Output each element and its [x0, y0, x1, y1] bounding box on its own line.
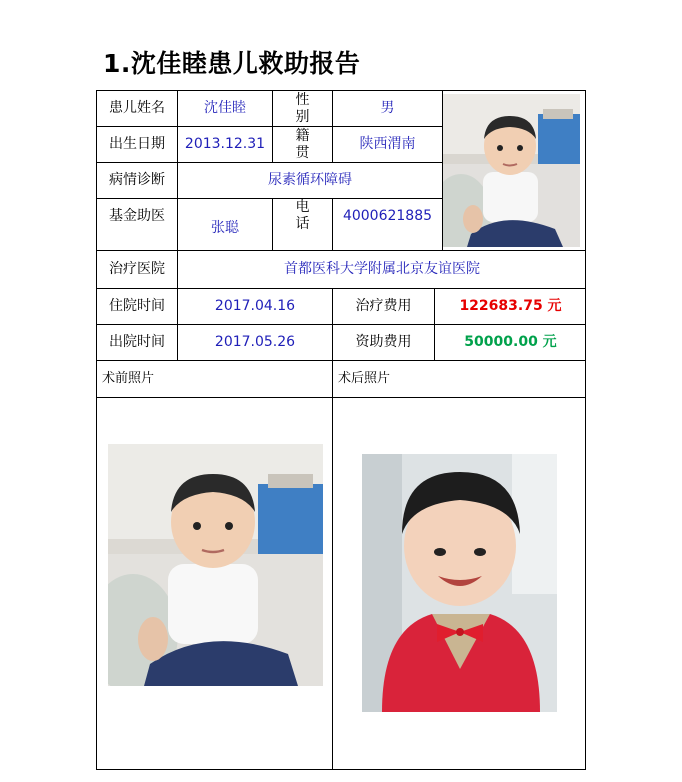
- gender-label: 性别: [295, 91, 324, 125]
- report-title: 1.沈佳睦患儿救助报告: [103, 49, 361, 78]
- birth-date-value: 2013.12.31: [184, 136, 266, 153]
- before-photo-label: 术前照片: [102, 370, 155, 386]
- after-surgery-photo: [362, 454, 557, 712]
- treatment-cost-label: 治疗费用: [355, 297, 412, 314]
- patient-name-value: 沈佳睦: [204, 100, 246, 117]
- aid-amount-label: 资助费用: [355, 333, 412, 350]
- hospital-value: 首都医科大学附属北京友谊医院: [284, 260, 480, 277]
- admission-date-label: 住院时间: [109, 297, 165, 314]
- doctor-value: 张聪: [211, 219, 239, 236]
- native-place-label: 籍贯: [295, 127, 324, 161]
- aid-amount-value: 50000.00 元: [464, 333, 557, 350]
- discharge-date-value: 2017.05.26: [214, 333, 296, 350]
- patient-portrait-photo: [443, 94, 580, 247]
- doctor-label: 基金助医: [109, 207, 165, 224]
- discharge-date-label: 出院时间: [109, 333, 165, 350]
- native-place-value: 陕西渭南: [359, 136, 416, 153]
- before-surgery-photo: [108, 444, 323, 686]
- hospital-label: 治疗医院: [109, 260, 165, 277]
- patient-name-label: 患儿姓名: [109, 100, 165, 117]
- phone-value: 4000621885: [342, 207, 433, 224]
- phone-label: 电话: [295, 199, 324, 232]
- diagnosis-label: 病情诊断: [109, 172, 165, 189]
- birth-date-label: 出生日期: [109, 136, 165, 153]
- diagnosis-value: 尿素循环障碍: [268, 172, 352, 189]
- admission-date-value: 2017.04.16: [214, 297, 296, 314]
- report-table: [96, 90, 586, 770]
- treatment-cost-value: 122683.75 元: [459, 297, 562, 314]
- gender-value: 男: [380, 100, 395, 117]
- after-photo-label: 术后照片: [338, 370, 391, 386]
